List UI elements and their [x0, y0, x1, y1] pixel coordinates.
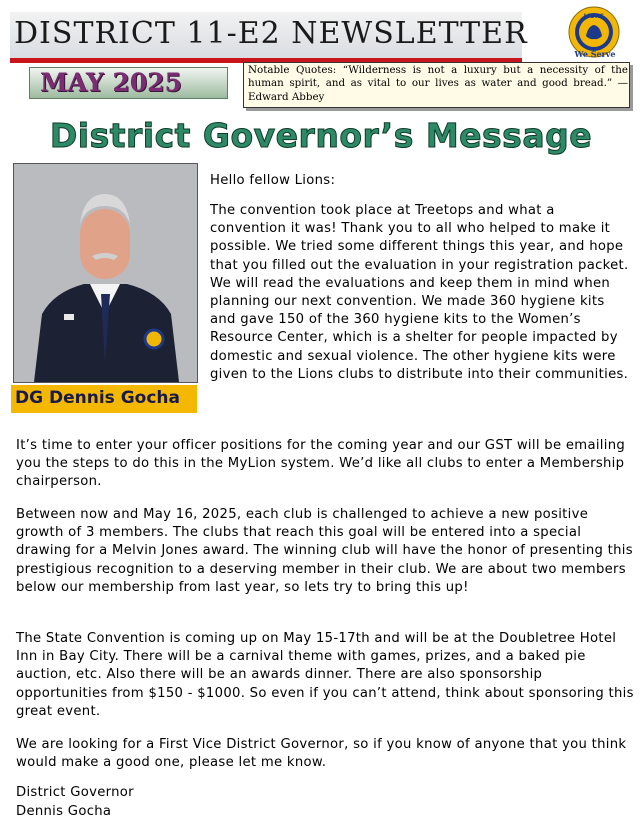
portrait-image — [14, 164, 197, 382]
notable-quote-box — [243, 62, 630, 108]
logo-tagline: We Serve — [574, 49, 616, 59]
signature-name: Dennis Gocha — [16, 804, 112, 819]
notable-quote — [248, 64, 628, 104]
paragraph-vice-governor: We are looking for a First Vice District Governor, so if you know of anyone that you think would make a good one, please let me know. — [16, 737, 627, 771]
quote-text: “Wilderness is not a luxury but a necessity of the human spirit, and as vital to our lives as water and good bread.” — Edward Abbey — [248, 64, 628, 103]
greeting: Hello fellow Lions: — [210, 173, 336, 188]
page-title: District Governor’s Message — [49, 116, 593, 155]
photo-caption-box — [11, 385, 197, 413]
paragraph-convention: The convention took place at Treetops and what a convention it was! Thank you to all who helped to make it possible. We tried some different things this year, and hope that you filled out the evaluation in your registration packet. We will read the evaluations and keep them in mind when planning our next convention. We made 360 hygiene kits and gave 150 of the 360 hygiene kits to the Women’s Resource Center, which is a shelter for people impacted by domestic and sexual violence. The other hygiene kits were given to the Lions clubs to distribute into their communities. — [210, 203, 629, 382]
newsletter-title: DISTRICT 11-E2 NEWSLETTER — [14, 16, 528, 51]
signature-block — [16, 783, 134, 821]
quote-label: Notable Quotes: — [248, 64, 337, 76]
issue-date: MAY 2025 — [40, 68, 182, 97]
paragraph-officers: It’s time to enter your officer positions for the coming year and our GST will be emailing you the steps to do this in the MyLion system. We’d like all clubs to enter a Membership chairperson. — [16, 438, 626, 490]
photo-caption: DG Dennis Gocha — [15, 388, 180, 408]
logo-text: LIONS — [583, 13, 605, 20]
issue-date-box — [29, 67, 228, 99]
signature-title: District Governor — [16, 785, 134, 800]
newsletter-banner — [10, 12, 528, 63]
governor-photo — [13, 163, 198, 383]
paragraph-state-convention: The State Convention is coming up on May 15-17th and will be at the Doubletree Hotel Inn in Bay City. There will be a carnival theme with games, prizes, and a baked pie auction, etc. Also there will be an awards dinner. There are also sponsorship opportunities from $150 - $1000. So even if you can’t attend, think about sponsoring this great event. — [16, 631, 634, 719]
paragraph-membership: Between now and May 16, 2025, each club is challenged to achieve a new positive growth of 3 members. The clubs that reach this goal will be entered into a special drawing for a Melvin Jones award. The winning club will have the honor of presenting this prestigious recognition to a deserving member in their club. We are about two members below our membership from last year, so lets try to bring this up! — [16, 507, 633, 595]
